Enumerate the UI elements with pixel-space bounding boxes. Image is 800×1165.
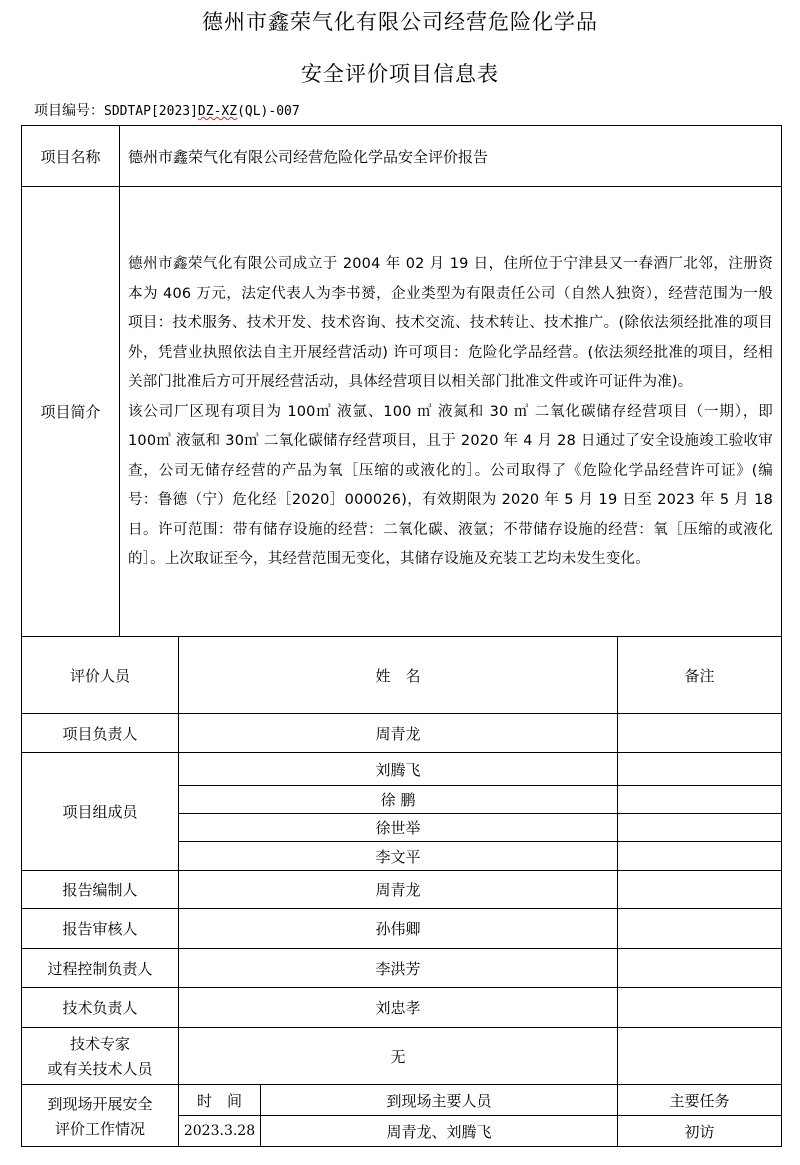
tech-label: 技术负责人 (22, 988, 179, 1028)
staff-table (21, 636, 782, 1147)
member-note (618, 842, 782, 871)
staff-row-tech (22, 988, 782, 1028)
process-name: 李洪芳 (179, 949, 618, 988)
expert-name: 无 (179, 1028, 618, 1085)
reviewer-label: 报告审核人 (22, 909, 179, 949)
expert-label (22, 1028, 179, 1085)
expert-label-line1: 技术专家 (69, 1035, 130, 1053)
project-number-code-b: DZ-XZ (197, 104, 238, 119)
member-name: 李文平 (179, 842, 618, 871)
compiler-note (618, 871, 782, 909)
expert-label-line2: 或有关技术人员 (47, 1060, 153, 1078)
process-note (618, 949, 782, 988)
project-number (34, 100, 300, 120)
staff-header-row (22, 637, 782, 714)
tech-note (618, 988, 782, 1028)
document-title-line1: 德州市鑫荣气化有限公司经营危险化学品 (202, 10, 598, 34)
leader-label: 项目负责人 (22, 714, 179, 753)
member-note (618, 786, 782, 814)
staff-row-member (22, 753, 782, 786)
site-task: 初访 (618, 1116, 782, 1147)
project-intro-paragraph-2: 该公司厂区现有项目为 100㎥ 液氩、100 ㎥ 液氮和 30 ㎥ 二氧化碳储存经营项目（一期），即 100㎥ 液氩和 30㎥ 二氧化碳储存经营项目，且于 2020 年 4 月 28 日通过了安全设施竣工验收审查，公司无储存经营的产品为氧［压缩的或液化的］。公司取得了《危险化学品经营许可证》(编号：鲁德（宁）危化经［2020］000026)，有效期限为 2020 年 5 月 19 日至 2023 年 5 月 18 日。许可范围：带有储存设施的经营：二氧化碳、液氩；不带储存设施的经营：氧［压缩的或液化的］。上次取证至今，其经营范围无变化，其储存设施及充装工艺均未发生变化。 (128, 403, 773, 568)
staff-row-leader (22, 714, 782, 753)
leader-name: 周青龙 (179, 714, 618, 753)
project-number-label: 项目编号： (34, 103, 104, 119)
site-header-row (22, 1085, 782, 1116)
member-name: 刘腾飞 (179, 753, 618, 786)
project-number-code-c: (QL)-007 (237, 104, 300, 119)
project-intro-row (22, 187, 782, 637)
member-note (618, 753, 782, 786)
project-intro-label: 项目简介 (22, 187, 120, 637)
compiler-name: 周青龙 (179, 871, 618, 909)
compiler-label: 报告编制人 (22, 871, 179, 909)
member-note (618, 814, 782, 842)
staff-row-expert (22, 1028, 782, 1085)
leader-note (618, 714, 782, 753)
staff-col-role: 评价人员 (22, 637, 179, 714)
project-name-row (22, 126, 782, 187)
site-date: 2023.3.28 (179, 1116, 261, 1147)
site-label (22, 1085, 179, 1147)
site-people: 周青龙、刘腾飞 (261, 1116, 618, 1147)
staff-row-compiler (22, 871, 782, 909)
site-col-people: 到现场主要人员 (261, 1085, 618, 1116)
site-col-task: 主要任务 (618, 1085, 782, 1116)
document-title-line2: 安全评价项目信息表 (301, 62, 499, 86)
staff-row-process (22, 949, 782, 988)
member-name: 徐 鹏 (179, 786, 618, 814)
site-label-line1: 到现场开展安全 (47, 1094, 153, 1113)
project-intro-text (120, 187, 782, 637)
process-label: 过程控制负责人 (22, 949, 179, 988)
site-label-line2: 评价工作情况 (54, 1119, 145, 1138)
project-number-code-a: SDDTAP[2023] (104, 104, 198, 119)
project-intro-paragraph-1: 德州市鑫荣气化有限公司成立于 2004 年 02 月 19 日，住所位于宁津县又一春酒厂北邻，注册资本为 406 万元，法定代表人为李书赟，企业类型为有限责任公司（自然人独资），经营范围为一般项目：技术服务、技术开发、技术咨询、技术交流、技术转让、技术推广。(除依法须经批准的项目外，凭营业执照依法自主开展经营活动) 许可项目：危险化学品经营。(依法须经批准的项目，经相关部门批准后方可开展经营活动，具体经营项目以相关部门批准文件或许可证件为准)。 (128, 256, 773, 391)
site-col-time: 时 间 (179, 1085, 261, 1116)
staff-col-name: 姓 名 (179, 637, 618, 714)
project-name-value: 德州市鑫荣气化有限公司经营危险化学品安全评价报告 (120, 126, 782, 187)
reviewer-name: 孙伟卿 (179, 909, 618, 949)
tech-name: 刘忠孝 (179, 988, 618, 1028)
staff-row-reviewer (22, 909, 782, 949)
expert-note (618, 1028, 782, 1085)
project-info-table (21, 125, 782, 637)
project-name-label: 项目名称 (22, 126, 120, 187)
member-name: 徐世举 (179, 814, 618, 842)
reviewer-note (618, 909, 782, 949)
members-label: 项目组成员 (22, 753, 179, 871)
staff-col-note: 备注 (618, 637, 782, 714)
